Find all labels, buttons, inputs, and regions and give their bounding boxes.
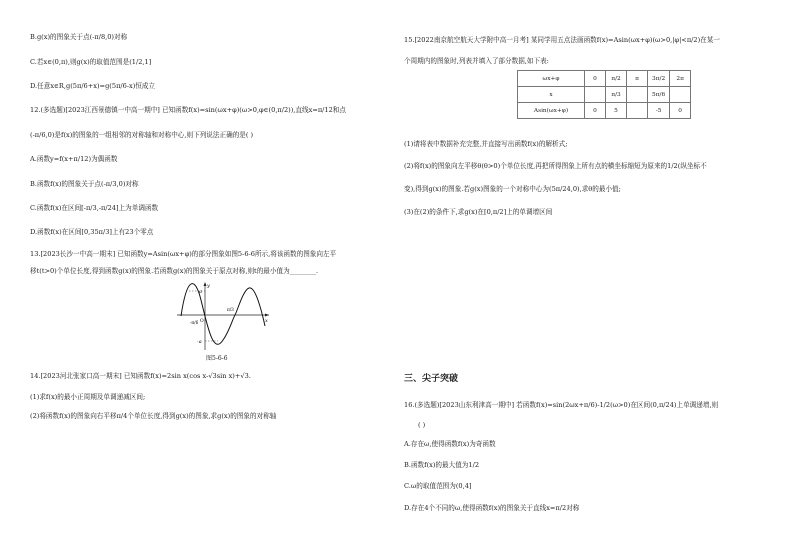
table-cell xyxy=(627,103,648,119)
figure-caption: 图5-6-6 xyxy=(206,355,228,362)
q14-part1: (1)求f(x)的最小正周期及单调递减区间; xyxy=(30,393,146,401)
q12-stem-line1: 12.(多选题)[2023江西景德镇一中高一期中] 已知函数f(x)=sin(ωx+φ)(ω>0,φ∈(0,π/2)),直线x=π/12和点 xyxy=(30,106,346,114)
q11-option-b: B.g(x)的图象关于点(-π/8,0)对称 xyxy=(30,33,128,41)
table-cell: 2π xyxy=(670,71,691,87)
table-cell: 0 xyxy=(585,103,606,119)
section-title: 三、尖子突破 xyxy=(404,374,459,384)
q14-stem: 14.[2023河北张家口高一期末] 已知函数f(x)=2sin x(cos x-√3sin x)+√3. xyxy=(30,372,251,380)
q13-stem-line1: 13.[2023长沙一中高一期末] 已知函数y=Asin(ωx+φ)的部分图象如图5-6-6所示,将该函数的图象向左平 xyxy=(30,250,337,258)
q16-option-c: C.ω的取值范围为(0,4] xyxy=(404,482,472,490)
q12-option-c: C.函数f(x)在区间[-π/3,-π/24]上为单调函数 xyxy=(30,204,159,212)
q15-part2-line2: 变),得到g(x)的图象.若g(x)图象的一个对称中心为(5π/24,0),求θ的最小值; xyxy=(404,185,621,193)
q12-stem-line2: (-π/6,0)是f(x)的图象的一组相邻的对称轴和对称中心,则下列说法正确的是( ) xyxy=(30,131,254,139)
table-cell: Asin(ωx+φ) xyxy=(518,103,585,119)
table-cell: ωx+φ xyxy=(518,71,585,87)
q12-option-b: B.函数f(x)的图象关于点(-π/3,0)对称 xyxy=(30,180,139,188)
q16-option-a: A.存在ω,使得函数f(x)为奇函数 xyxy=(404,440,496,448)
label-x: x xyxy=(265,318,268,324)
q16-answer-paren: ( ) xyxy=(418,421,426,429)
label-y: y xyxy=(207,283,210,289)
table-cell: 0 xyxy=(670,103,691,119)
table-row xyxy=(518,87,691,103)
x-axis-arrow xyxy=(265,314,269,317)
table-row xyxy=(518,103,691,119)
table-cell xyxy=(627,87,648,103)
q13-stem-line2: 移t(t>0)个单位长度,得到函数g(x)的图象.若函数g(x)的图象关于原点对称,则t的最小值为________. xyxy=(30,267,319,275)
table-cell: -5 xyxy=(648,103,670,119)
q15-part3: (3)在(2)的条件下,求g(x)在[0,π/2]上的单调增区间 xyxy=(404,208,553,216)
label-neg-a: -a xyxy=(197,339,202,345)
q12-option-a: A.函数y=f(x+π/12)为偶函数 xyxy=(30,155,118,163)
tick-neg-pi6: -π/6 xyxy=(190,320,199,325)
q16-option-d: D.存在4个不同的ω,使得函数f(x)的图象关于直线x=π/2对称 xyxy=(404,504,580,512)
table-cell: 3π/2 xyxy=(648,71,670,87)
q16-option-b: B.函数f(x)的最大值为1/2 xyxy=(404,461,480,469)
table-cell: 5π/6 xyxy=(648,87,670,103)
q11-option-d: D.任意x∈R,g(5π/6+x)=g(5π/6-x)恒成立 xyxy=(30,82,156,90)
table-row xyxy=(518,71,691,87)
q14-part2: (2)将函数f(x)的图象向右平移π/4个单位长度,得到g(x)的图象,求g(x)的图象的对称轴 xyxy=(30,412,277,420)
table-cell: x xyxy=(518,87,585,103)
table-cell: 5 xyxy=(606,103,627,119)
q12-option-d: D.函数f(x)在区间[0,35π/3]上有23个零点 xyxy=(30,228,154,236)
label-origin: O xyxy=(200,319,204,324)
q15-stem-line1: 15.[2022南京航空航天大学附中高一月考] 某同学用五点法画函数f(x)=Asin(ωx+φ)(ω>0,|φ|<π/2)在某一 xyxy=(404,36,720,44)
label-a: a xyxy=(199,289,202,295)
q11-option-c: C.若x∈(0,π),则g(x)的取值范围是(1/2,1] xyxy=(30,58,152,66)
table-cell: π/3 xyxy=(606,87,627,103)
table-cell: π/2 xyxy=(606,71,627,87)
figure-sine-graph xyxy=(173,280,273,352)
q15-stem-line2: 个周期内的图象时,列表并填入了部分数据,如下表: xyxy=(404,57,549,65)
q15-part2-line1: (2)将f(x)的图象向左平移θ(θ>0)个单位长度,再把所得图象上所有点的横坐标缩短为原来的1/2(纵坐标不 xyxy=(404,162,707,170)
five-point-table xyxy=(517,70,691,119)
table-cell xyxy=(585,87,606,103)
sine-curve xyxy=(181,284,265,345)
table-cell: π xyxy=(627,71,648,87)
q15-part1: (1)请将表中数据补充完整,并直接写出函数f(x)的解析式; xyxy=(404,140,568,148)
table-cell xyxy=(670,87,691,103)
tick-pi3: π/3 xyxy=(227,307,234,312)
q16-stem: 16.(多选题)[2023山东利津高一期中] 若函数f(x)=sin(2ωx+π/6)-1/2(ω>0)在区间(0,π/24)上单调递增,则 xyxy=(404,401,719,409)
table-cell: 0 xyxy=(585,71,606,87)
